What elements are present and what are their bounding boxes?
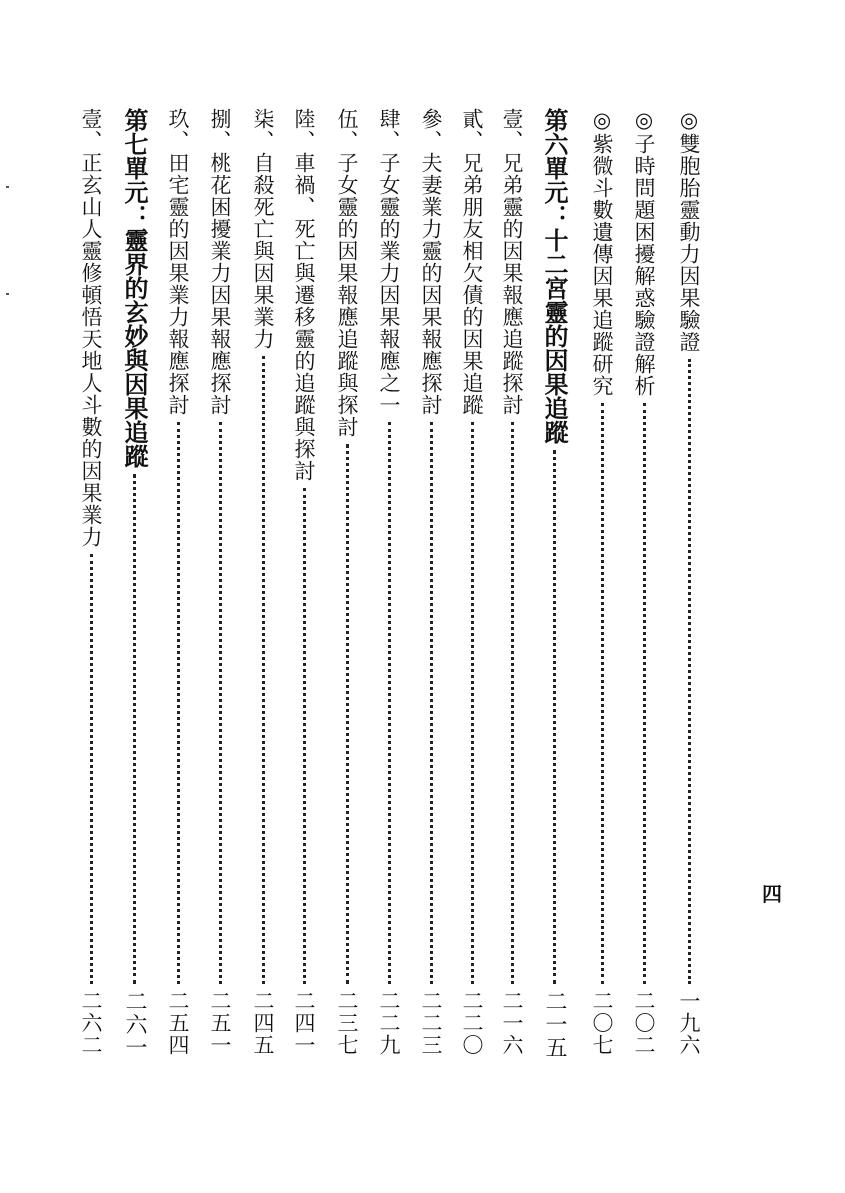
dot-leader bbox=[133, 474, 136, 984]
toc-entry-title: 壹、兄弟靈的因果報應追蹤探討 bbox=[500, 108, 524, 416]
dot-leader bbox=[388, 422, 391, 984]
dot-leader bbox=[471, 422, 474, 984]
toc-entry bbox=[495, 108, 529, 1083]
toc-entry-title: ◎子時問題困擾解惑驗證解析 bbox=[632, 108, 656, 397]
toc-entry-page: 二〇二 bbox=[632, 990, 656, 1056]
toc-entry-title: 柒、自殺死亡與因果業力 bbox=[251, 108, 275, 350]
toc-entry-page: 一九六 bbox=[677, 990, 701, 1056]
toc-entry-page: 二四一 bbox=[292, 990, 316, 1056]
toc-entry-title: 參、夫妻業力靈的因果報應探討 bbox=[419, 108, 443, 416]
toc-entry-page: 二二〇 bbox=[460, 990, 484, 1056]
toc-entry bbox=[161, 108, 195, 1083]
toc-entry-title: 第六單元：十二宮靈的因果追蹤 bbox=[540, 108, 569, 444]
toc-entry bbox=[74, 108, 108, 1083]
toc-entry bbox=[585, 108, 619, 1083]
toc-entry bbox=[287, 108, 321, 1083]
dot-leader bbox=[601, 403, 604, 984]
toc-entry-page: 二六一 bbox=[122, 990, 147, 1059]
dot-leader bbox=[511, 422, 514, 984]
dot-leader bbox=[177, 422, 180, 984]
toc-entry bbox=[330, 108, 364, 1083]
toc-entry-page: 二五四 bbox=[166, 990, 190, 1056]
toc-entry bbox=[372, 108, 406, 1083]
scan-speck bbox=[6, 293, 9, 295]
dot-leader bbox=[430, 422, 433, 984]
toc-entry-page: 二六二 bbox=[79, 990, 103, 1056]
toc-entry-page: 二二三 bbox=[419, 990, 443, 1056]
toc-entry-title: ◎雙胞胎靈動力因果驗證 bbox=[677, 108, 701, 353]
toc-entry bbox=[414, 108, 448, 1083]
toc-entry-title: 貳、兄弟朋友相欠債的因果追蹤 bbox=[460, 108, 484, 416]
toc-entry-title: 第七單元：靈界的玄妙與因果追蹤 bbox=[120, 108, 149, 468]
toc-unit-heading bbox=[537, 108, 571, 1083]
toc-entry-title: 壹、正玄山人靈修頓悟天地人斗數的因果業力 bbox=[79, 108, 103, 548]
dot-leader bbox=[262, 356, 265, 984]
toc-entry-page: 二五一 bbox=[208, 990, 232, 1056]
toc-entry-title: 肆、子女靈的業力因果報應之一 bbox=[377, 108, 401, 416]
toc-unit-heading bbox=[117, 108, 151, 1083]
toc-entry-page: 二四五 bbox=[251, 990, 275, 1056]
toc-entry-page: 二一五 bbox=[542, 990, 567, 1059]
toc-entry-title: 陸、車禍、死亡與遷移靈的追蹤與探討 bbox=[292, 108, 316, 482]
scan-speck bbox=[6, 186, 9, 188]
dot-leader bbox=[688, 359, 691, 984]
toc-entry bbox=[203, 108, 237, 1083]
toc-entry bbox=[627, 108, 661, 1083]
toc-entry-title: ◎紫微斗數遺傳因果追蹤研究 bbox=[590, 108, 614, 397]
toc-entry bbox=[246, 108, 280, 1083]
dot-leader bbox=[219, 422, 222, 984]
toc-entry-title: 捌、桃花困擾業力因果報應探討 bbox=[208, 108, 232, 416]
toc-entry-page: 二三七 bbox=[335, 990, 359, 1056]
toc-entry-page: 二〇七 bbox=[590, 990, 614, 1056]
toc-entry-page: 二一六 bbox=[500, 990, 524, 1056]
toc-entry bbox=[672, 108, 706, 1083]
dot-leader bbox=[303, 488, 306, 984]
dot-leader bbox=[346, 444, 349, 984]
toc-entry-page: 二二九 bbox=[377, 990, 401, 1056]
dot-leader bbox=[553, 450, 556, 984]
toc-entry-title: 玖、田宅靈的因果業力報應探討 bbox=[166, 108, 190, 416]
page-number: 四 bbox=[762, 882, 782, 906]
toc-entry bbox=[455, 108, 489, 1083]
dot-leader bbox=[643, 403, 646, 984]
toc-entry-title: 伍、子女靈的因果報應追蹤與探討 bbox=[335, 108, 359, 438]
dot-leader bbox=[90, 554, 93, 984]
